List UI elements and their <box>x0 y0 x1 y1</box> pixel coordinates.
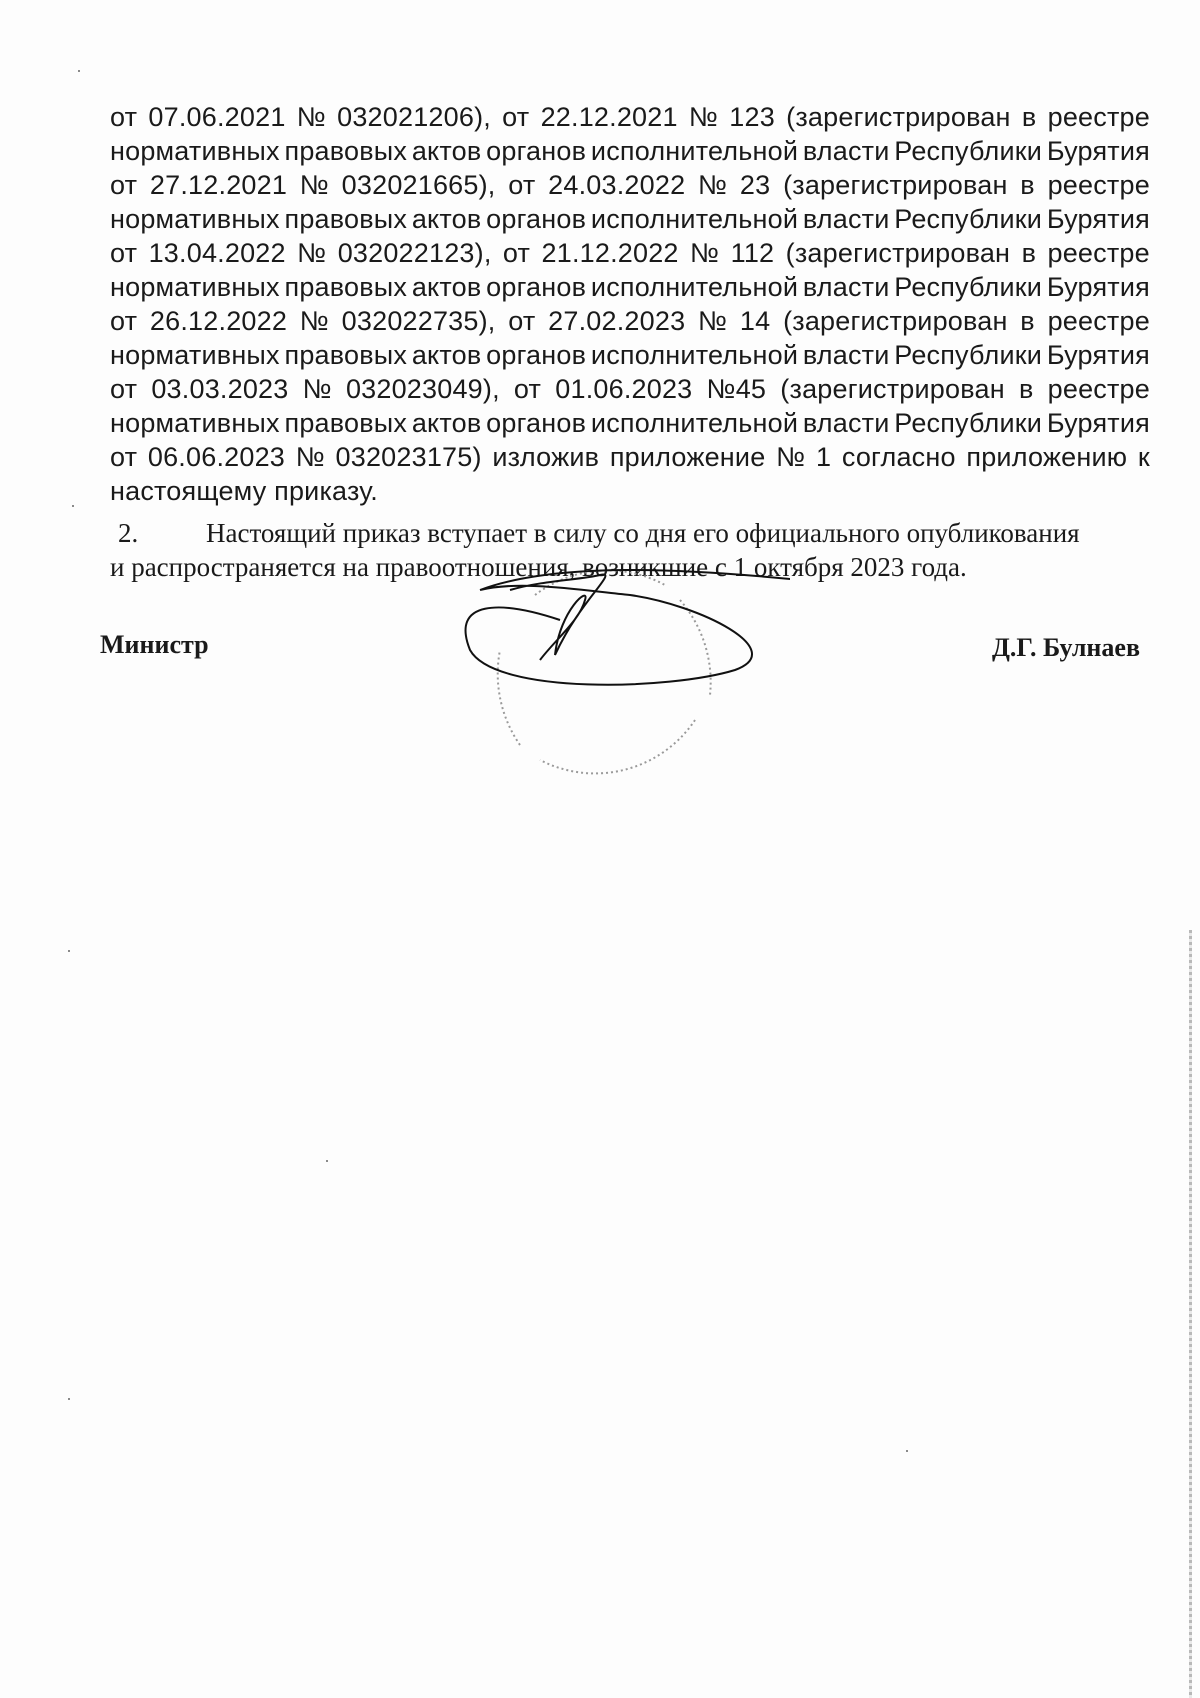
word: 032021665), <box>341 170 496 200</box>
word: 03.03.2023 <box>151 374 289 404</box>
word: нормативных <box>110 340 280 370</box>
paragraph-1 <box>110 100 1150 508</box>
word: № <box>299 306 329 336</box>
text-line <box>110 372 1150 406</box>
word: Республики <box>894 204 1043 234</box>
word: исполнительной <box>590 136 799 166</box>
word: власти <box>802 408 890 438</box>
stamp-circle <box>498 570 711 773</box>
word: 032021206), <box>337 102 491 132</box>
word: № <box>776 442 806 472</box>
word: исполнительной <box>590 340 799 370</box>
word: в <box>1021 102 1037 132</box>
word: (зарегистрирован <box>783 170 1008 200</box>
signature-block <box>100 630 1140 670</box>
word: от <box>110 442 138 472</box>
word: актов <box>411 204 482 234</box>
word: (зарегистрирован <box>785 238 1011 268</box>
word: от <box>513 374 542 404</box>
word: Бурятия <box>1046 272 1150 302</box>
word: № <box>690 238 720 268</box>
word: реестре <box>1047 170 1150 200</box>
word: актов <box>411 272 482 302</box>
word: от <box>508 170 536 200</box>
word: Республики <box>894 136 1043 166</box>
word: 14 <box>739 306 771 336</box>
word: власти <box>802 272 890 302</box>
word: № <box>299 170 329 200</box>
scan-speck <box>78 70 80 72</box>
word: от <box>502 238 531 268</box>
text-line <box>110 134 1150 168</box>
text-line <box>110 338 1150 372</box>
word: (зарегистрирован <box>780 374 1005 404</box>
word: № <box>302 374 332 404</box>
word: 032022735), <box>341 306 496 336</box>
word: № <box>698 170 728 200</box>
paragraph-2-text-1: Настоящий приказ вступает в силу со дня его официального опубликования <box>206 518 1080 548</box>
word: 06.06.2023 <box>147 442 286 472</box>
word: приложению <box>966 442 1128 472</box>
word: исполнительной <box>590 272 799 302</box>
word: 1 <box>815 442 832 472</box>
word: нормативных <box>110 272 280 302</box>
word: 032023175) <box>335 442 482 472</box>
scan-speck <box>68 950 70 952</box>
paragraph-number: 2. <box>118 518 139 548</box>
word: от <box>502 102 530 132</box>
word: реестре <box>1047 374 1150 404</box>
text-line <box>110 440 1150 474</box>
word: № <box>297 238 327 268</box>
text-line-last <box>110 474 1150 508</box>
word: реестре <box>1047 102 1150 132</box>
word: Республики <box>894 340 1043 370</box>
signer-name: Д.Г. Булнаев <box>991 633 1140 662</box>
word: приложение <box>609 442 766 472</box>
word: №45 <box>706 374 767 404</box>
word: 13.04.2022 <box>148 238 286 268</box>
word: 27.12.2021 <box>149 170 288 200</box>
word: 112 <box>730 238 775 268</box>
word: к <box>1137 442 1150 472</box>
text-line <box>110 304 1150 338</box>
word: исполнительной <box>590 408 799 438</box>
word: реестре <box>1047 238 1150 268</box>
word: от <box>110 102 138 132</box>
paragraph-2-text-2: и распространяется на правоотношения, возникшие с 1 октября 2023 года. <box>110 552 967 582</box>
word: в <box>1021 238 1037 268</box>
word: Бурятия <box>1046 340 1150 370</box>
paragraph-2-line-1 <box>110 516 1150 550</box>
word: актов <box>411 340 482 370</box>
word: правовых <box>284 408 408 438</box>
scan-speck <box>906 1450 908 1452</box>
word: от <box>110 306 138 336</box>
last-line-text: настоящему приказу. <box>110 476 378 506</box>
scan-edge <box>1189 930 1192 1698</box>
word: нормативных <box>110 204 280 234</box>
word: правовых <box>284 204 408 234</box>
word: 26.12.2022 <box>149 306 288 336</box>
scan-speck <box>326 1160 328 1162</box>
word: нормативных <box>110 136 280 166</box>
word: 27.02.2023 <box>548 306 686 336</box>
text-line <box>110 168 1150 202</box>
word: нормативных <box>110 408 280 438</box>
word: в <box>1020 306 1035 336</box>
word: Бурятия <box>1046 136 1150 166</box>
text-line <box>110 202 1150 236</box>
word: № <box>688 102 719 132</box>
word: власти <box>802 204 890 234</box>
signer-position: Министр <box>100 630 209 659</box>
word: правовых <box>284 340 408 370</box>
word: Республики <box>894 408 1043 438</box>
word: 032022123), <box>337 238 492 268</box>
word: от <box>508 306 536 336</box>
word: актов <box>411 136 482 166</box>
word: (зарегистрирован <box>783 306 1008 336</box>
word: органов <box>486 408 587 438</box>
word: органов <box>486 272 587 302</box>
word: согласно <box>841 442 956 472</box>
word: правовых <box>284 136 408 166</box>
text-line <box>110 270 1150 304</box>
scan-speck <box>72 505 74 507</box>
word: актов <box>411 408 482 438</box>
scan-speck <box>68 1398 70 1400</box>
text-line <box>110 406 1150 440</box>
word: в <box>1018 374 1034 404</box>
word: реестре <box>1047 306 1150 336</box>
word: органов <box>486 204 587 234</box>
word: власти <box>802 136 890 166</box>
word: 123 <box>729 102 775 132</box>
word: власти <box>802 340 890 370</box>
word: № <box>295 442 325 472</box>
word: правовых <box>284 272 408 302</box>
word: № <box>698 306 728 336</box>
word: органов <box>486 340 587 370</box>
word: 01.06.2023 <box>555 374 693 404</box>
word: Бурятия <box>1046 408 1150 438</box>
word: 24.03.2022 <box>548 170 686 200</box>
word: органов <box>486 136 587 166</box>
word: (зарегистрирован <box>786 102 1011 132</box>
word: 032023049), <box>345 374 500 404</box>
signature-and-stamp <box>460 560 790 810</box>
word: Бурятия <box>1046 204 1150 234</box>
word: № <box>296 102 326 132</box>
word: от <box>110 170 138 200</box>
word: от <box>110 374 138 404</box>
word: 07.06.2021 <box>148 102 286 132</box>
text-line <box>110 100 1150 134</box>
word: исполнительной <box>590 204 799 234</box>
word: от <box>110 238 138 268</box>
word: 21.12.2022 <box>541 238 679 268</box>
word: изложив <box>492 442 600 472</box>
word: Республики <box>894 272 1043 302</box>
word: в <box>1020 170 1035 200</box>
word: 23 <box>739 170 771 200</box>
word: 22.12.2021 <box>540 102 678 132</box>
text-line <box>110 236 1150 270</box>
